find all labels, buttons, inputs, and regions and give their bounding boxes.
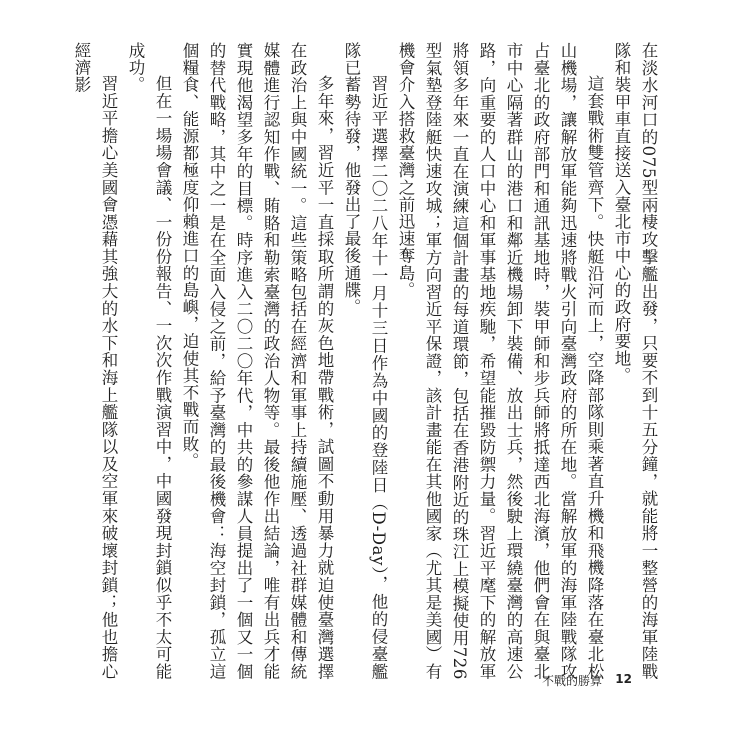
running-title: 不戰的勝算	[541, 674, 602, 688]
page-footer	[0, 672, 750, 696]
page-number: 12	[615, 672, 632, 686]
paragraph: 這套戰術雙管齊下。快艇沿河而上，空降部隊則乘著直升機和飛機降落在臺北松山機場，讓解放軍能夠迅速將戰火引向臺灣政府的所在地。當解放軍的海軍陸戰隊攻占臺北的政府部門和通訊基地時，裝甲師和步兵師將抵達西北海濱，他們會在與臺北市中心隔著群山的港口和鄰近機場卸下裝備、放出士兵，然後駛上環繞臺灣的高速公路，向重要的人口中心和軍事基地疾馳，希望能摧毀防禦力量。習近平麾下的解放軍將領多年來一直在演練這個計畫的每道環節，包括在香港附近的珠江上模擬使用726型氣墊登陸艇快速攻城；軍方向習近平保證，該計畫能在其他國家（尤其是美國）有機會介入搭救臺灣之前迅速奪島。	[396, 42, 604, 680]
paragraph: 但在一場場會議、一份份報告、一次次作戰演習中，中國發現封鎖似乎不太可能成功。	[126, 42, 172, 680]
body-text	[72, 42, 662, 680]
paragraph: 習近平擔心美國會憑藉其強大的水下和海上艦隊以及空軍來破壞封鎖；他也擔心經濟影	[72, 42, 118, 680]
paragraph: 習近平選擇二〇二八年十一月十三日作為中國的登陸日（D-Day），他的侵臺艦隊已蓄勢待發，他發出了最後通牒。	[342, 42, 388, 680]
paragraph: 多年來，習近平一直採取所謂的灰色地帶戰術，試圖不動用暴力就迫使臺灣選擇在政治上與中國統一。這些策略包括在經濟和軍事上持續施壓、透過社群媒體和傳統媒體進行認知作戰、賄賂和勒索臺灣的政治人物等。最後他作出結論，唯有出兵才能實現他渴望多年的目標。時序進入二〇二〇年代，中共的參謀人員提出了一個又一個的替代戰略，其中之一是在全面入侵之前，給予臺灣的最後機會：海空封鎖，孤立這個糧食、能源都極度仰賴進口的島嶼，迫使其不戰而敗。	[180, 42, 334, 680]
paragraph: 在淡水河口的075型兩棲攻擊艦出發，只要不到十五分鐘，就能將一整營的海軍陸戰隊和裝甲車直接送入臺北市中心的政府要地。	[612, 42, 658, 680]
